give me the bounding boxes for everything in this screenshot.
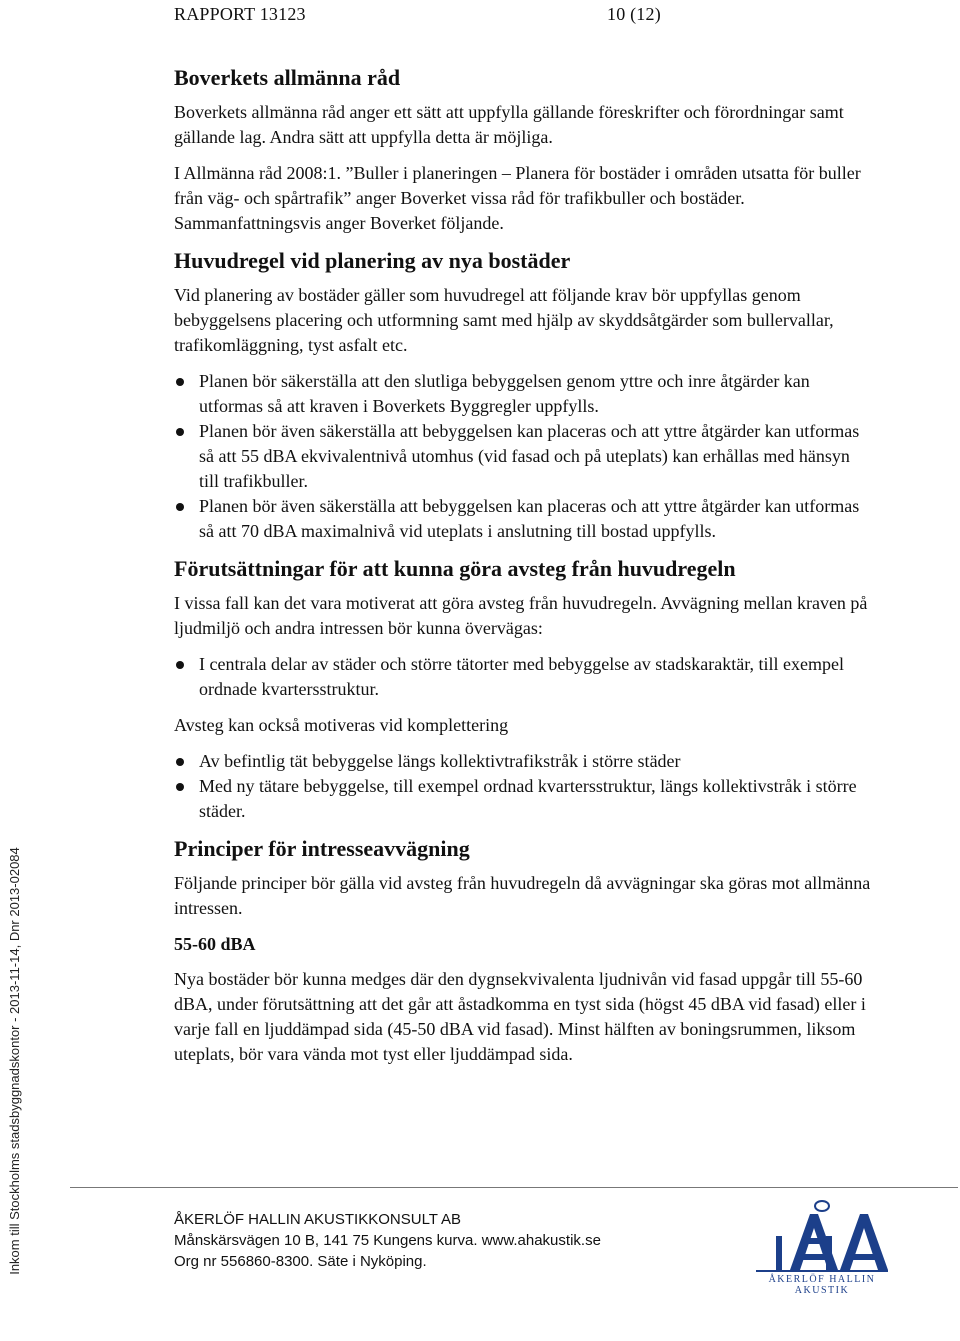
paragraph: Vid planering av bostäder gäller som huvudregel att följande krav bör uppfyllas genom bebyggelsens placering och utformning samt med hjälp av skyddsåtgärder som bullervallar, trafikomläggning, tyst asfalt etc. (174, 285, 834, 355)
bullet-icon (176, 783, 184, 791)
paragraph: I vissa fall kan det vara motiverat att göra avsteg från huvudregeln. Avvägning mellan kraven på ljudmiljö och andra intressen bör kunna övervägas: (174, 593, 868, 638)
section-title-forutsattningar: Förutsättningar för att kunna göra avsteg från huvudregeln (174, 556, 736, 581)
company-logo (742, 1196, 902, 1296)
paragraph: Följande principer bör gälla vid avsteg från huvudregeln då avvägningar ska göras mot allmänna intressen. (174, 873, 871, 918)
bullet-list (174, 369, 874, 544)
list-item-text: Med ny tätare bebyggelse, till exempel ordnad kvartersstruktur, längs kollektivstråk i större städer. (199, 776, 857, 821)
paragraph: Nya bostäder bör kunna medges där den dygnsekvivalenta ljudnivån vid fasad uppgår till 55-60 dBA, under förutsättning att det går att åstadkomma en tyst sida (högst 45 dBA vid fasad) eller i varje fall en ljuddämpad sida (45-50 dBA vid fasad). Minst hälften av boningsrummen, liksom uteplats, bör vara vända mot tyst eller ljuddämpad sida. (174, 969, 866, 1064)
bullet-icon (176, 661, 184, 669)
bullet-icon (176, 758, 184, 766)
page-header (174, 4, 661, 25)
company-address: Månskärsvägen 10 B, 141 75 Kungens kurva. www.ahakustik.se (174, 1232, 601, 1249)
subheading: 55-60 dBA (174, 934, 256, 954)
list-item-text: Planen bör även säkerställa att bebyggelsen kan placeras och att yttre åtgärder kan utformas så att 55 dBA ekvivalentnivå utomhus (vid fasad och på uteplats) kan erhållas med hänsyn till trafikbuller. (199, 421, 860, 491)
bullet-icon (176, 428, 184, 436)
document-body (174, 64, 874, 1078)
company-name: ÅKERLÖF HALLIN AKUSTIKKONSULT AB (174, 1211, 462, 1228)
section-title-principer: Principer för intresseavvägning (174, 836, 470, 861)
section-title-huvudregel: Huvudregel vid planering av nya bostäder (174, 248, 571, 273)
list-item (174, 652, 874, 702)
list-item (174, 494, 874, 544)
page-number: 10 (12) (607, 4, 661, 24)
bullet-icon (176, 378, 184, 386)
logo-text: ÅKERLÖF HALLIN AKUSTIK (768, 1274, 876, 1296)
list-item-text: Planen bör säkerställa att den slutliga bebyggelsen genom yttre och inre åtgärder kan utformas så att kraven i Boverkets Byggregler uppfylls. (199, 371, 810, 416)
list-item (174, 419, 874, 494)
list-item (174, 774, 874, 824)
bullet-icon (176, 503, 184, 511)
paragraph: I Allmänna råd 2008:1. ”Buller i planeringen – Planera för bostäder i områden utsatta för buller från väg- och spårtrafik” anger Boverket vissa råd för trafikbuller och bostäder. Sammanfattningsvis anger Boverket följande. (174, 163, 861, 233)
side-stamp: Inkom till Stockholms stadsbyggnadskontor - 2013-11-14, Dnr 2013-02084 (7, 847, 22, 1275)
aha-logo-icon (742, 1196, 902, 1274)
section-title-boverket: Boverkets allmänna råd (174, 65, 401, 90)
report-number: RAPPORT 13123 (174, 4, 306, 24)
footer-divider (70, 1187, 958, 1188)
bullet-list (174, 652, 874, 702)
paragraph: Avsteg kan också motiveras vid komplettering (174, 715, 509, 735)
page-footer (174, 1209, 601, 1272)
company-org: Org nr 556860-8300. Säte i Nyköping. (174, 1253, 427, 1270)
paragraph: Boverkets allmänna råd anger ett sätt att uppfylla gällande föreskrifter och förordningar samt gällande lag. Andra sätt att uppfylla detta är möjliga. (174, 102, 844, 147)
list-item (174, 369, 874, 419)
bullet-list (174, 749, 874, 824)
list-item-text: Planen bör även säkerställa att bebyggelsen kan placeras och att yttre åtgärder kan utformas så att 70 dBA maximalnivå vid uteplats i anslutning till bostad uppfylls. (199, 496, 860, 541)
list-item-text: I centrala delar av städer och större tätorter med bebyggelse av stadskaraktär, till exempel ordnade kvartersstruktur. (199, 654, 844, 699)
list-item (174, 749, 874, 774)
list-item-text: Av befintlig tät bebyggelse längs kollektivtrafikstråk i större städer (199, 751, 681, 771)
